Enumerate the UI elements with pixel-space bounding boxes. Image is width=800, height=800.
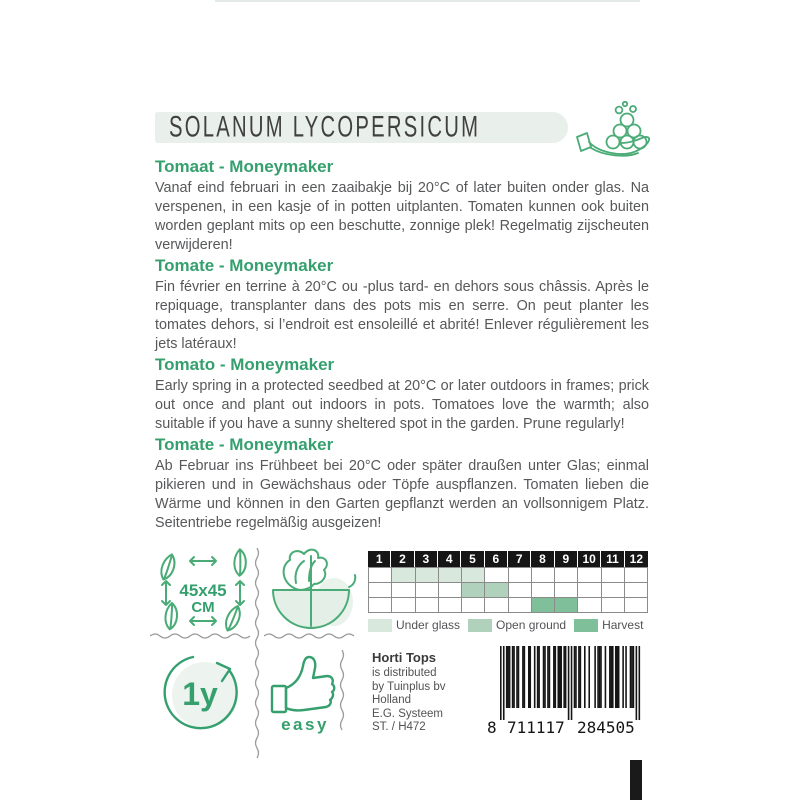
sowing-calendar [368,551,648,632]
calendar-cell [532,568,555,583]
month-cell: 4 [438,551,461,567]
calendar-cell [439,598,462,613]
barcode-bar [574,646,576,708]
distributor-line: Holland [372,694,411,707]
barcode-bar [553,646,555,708]
legend-label: Under glass [396,618,461,632]
distributor-info [372,650,488,735]
month-cell: 10 [578,551,601,567]
barcode-bar [547,646,549,708]
distributor-line: E.G. Systeem [372,707,443,720]
description-text-en: Early spring in a protected seedbed at 20°C or later outdoors in frames; prick out once and plant out indoors in pots. Tomatoes love the warmth; also suitable if you have a sunny sheltered spot in the garden. Prune regularly! [155,378,649,432]
barcode [486,646,644,738]
barcode-bar [534,646,536,708]
calendar-body [368,567,648,613]
calendar-row-harvest [368,598,648,613]
wavy-cut-line-left [150,630,254,640]
barcode-bar [563,646,565,708]
barcode-bar [568,646,570,720]
barcode-bar [500,646,502,720]
distributor-brand: Horti Tops [372,650,437,665]
month-cell: 5 [461,551,484,567]
calendar-row-open-ground [368,583,648,598]
description-fr [155,256,649,354]
calendar-cell [578,598,601,613]
variety-title-de: Tomate - Moneymaker [155,435,334,454]
species-name: SOLANUM LYCOPERSICUM [169,110,481,144]
calendar-cell [509,583,532,598]
packet-top-edge [215,0,640,2]
legend-swatch [368,619,392,632]
barcode-bar [612,646,614,708]
month-cell: 7 [508,551,531,567]
calendar-row-under-glass [368,568,648,583]
barcode-digit-group: 711117 [507,718,565,737]
wavy-cut-line-right [264,630,358,640]
legend-label: Open ground [496,618,567,632]
legend-item-open-ground [468,618,566,632]
plant-spacing-icon [150,548,256,634]
barcode-digit-group: 284505 [577,718,635,737]
calendar-cell [532,598,555,613]
hand-with-tomatoes-icon [574,98,652,160]
barcode-bar [537,646,539,708]
calendar-cell [509,568,532,583]
variety-title-en: Tomato - Moneymaker [155,355,335,374]
description-nl [155,157,649,255]
month-cell: 1 [368,551,391,567]
calendar-cell [369,568,392,583]
barcode-bar [631,646,633,708]
month-cell: 6 [485,551,508,567]
calendar-cell [625,568,648,583]
barcode-bar [594,646,596,708]
calendar-cell [392,568,415,583]
distributor-line: ST. / H472 [372,721,426,734]
calendar-month-header [368,551,648,567]
variety-title-nl: Tomaat - Moneymaker [155,157,334,176]
calendar-cell [416,568,439,583]
salad-bowl-icon [264,546,359,636]
calendar-cell [578,583,601,598]
difficulty-label: easy [281,715,329,734]
barcode-bar [559,646,561,708]
barcode-bar [516,646,518,708]
barcode-bar [538,646,540,708]
calendar-cell [416,583,439,598]
barcode-bar [509,646,511,708]
annual-cycle-icon [153,648,249,736]
barcode-bar [618,646,620,708]
barcode-bar [513,646,515,708]
barcode-bar [580,646,582,708]
month-cell: 9 [555,551,578,567]
legend-item-harvest [574,618,643,632]
barcode-bar [597,646,599,708]
description-de [155,435,649,533]
barcode-bar [633,646,635,708]
calendar-cell [555,598,578,613]
description-en [155,355,649,434]
calendar-cell [555,568,578,583]
barcode-bar [639,646,641,720]
legend-label: Harvest [602,618,644,632]
distributor-line: by Tuinplus bv [372,680,446,693]
legend-swatch [468,619,492,632]
barcode-bar [600,646,602,708]
variety-title-fr: Tomate - Moneymaker [155,256,334,275]
calendar-cell [392,598,415,613]
calendar-cell [439,568,462,583]
barcode-bar [565,646,567,708]
calendar-cell [602,583,625,598]
description-text-de: Ab Februar ins Frühbeet bei 20°C oder später draußen unter Glas; einmal pikieren und in Gewächshaus oder Töpfe auspflanzen. Tomaten lieben die Wärme und können in den Garten gepflanzt werden an vollsonnigem Platz. Seitentriebe regelmäßig ausgeizen! [155,458,649,531]
barcode-bar [524,646,526,708]
spacing-unit: CM [191,599,215,616]
calendar-cell [462,598,485,613]
print-registration-mark [630,760,642,800]
barcode-bar [512,646,514,708]
calendar-cell [602,568,625,583]
spacing-value: 45x45 [179,581,227,600]
barcode-bar [615,646,617,708]
barcode-bar [588,646,590,708]
barcode-bar [529,646,531,708]
barcode-bar [518,646,520,708]
calendar-cell [439,583,462,598]
description-text-nl: Vanaf eind februari in een zaaibakje bij 20°C of later buiten onder glas. Na verspenen, in een kasje of in potten uitplanten. Tomaten kunnen ook buiten worden geplant mits op een beschutte, zonnige plek! Regelmatig zijscheuten verwijderen! [155,180,649,253]
distributor-line: is distributed [372,667,437,679]
calendar-cell [369,583,392,598]
barcode-bar [560,646,562,708]
barcode-bar [630,646,632,708]
barcode-bar [575,646,577,708]
calendar-cell [532,583,555,598]
description-sections [155,157,649,534]
calendar-cell [555,583,578,598]
calendar-cell [625,598,648,613]
legend-swatch [574,619,598,632]
barcode-bar [605,646,607,708]
calendar-cell [485,568,508,583]
barcode-bar [609,646,611,708]
easy-thumbs-up-icon [270,650,340,734]
description-text-fr: Fin février en terrine à 20°C ou -plus tard- en dehors sous châssis. Après le repiquage, transplanter dans des pots mis en serre. On peut planter les tomates dehors, si l’endroit est ensoleillé et abrité! Enlever régulièrement les jets latéraux! [155,279,649,352]
distributor-lines [372,667,488,735]
barcode-bar [544,646,546,708]
barcode-bars [500,646,640,720]
calendar-cell [369,598,392,613]
barcode-bar [625,646,627,708]
calendar-cell [578,568,601,583]
barcode-bar [507,646,509,708]
barcode-digit-group: 8 [487,718,497,737]
calendar-cell [485,583,508,598]
calendar-cell [392,583,415,598]
barcode-bar [599,646,601,708]
barcode-bar [528,646,530,708]
month-cell: 2 [391,551,414,567]
month-cell: 3 [415,551,438,567]
calendar-cell [462,583,485,598]
barcode-bar [616,646,618,708]
month-cell: 11 [601,551,624,567]
barcode-bar [503,646,505,720]
barcode-bar [622,646,624,708]
barcode-bar [506,646,508,708]
month-cell: 12 [625,551,648,567]
barcode-bar [549,646,551,708]
barcode-bar [611,646,613,708]
legend-item-under-glass [368,618,460,632]
barcode-bar [557,646,559,708]
calendar-cell [416,598,439,613]
calendar-cell [485,598,508,613]
perforation-divider-vertical-2 [337,650,347,732]
cycle-label: 1y [182,676,218,712]
barcode-bar [571,646,573,720]
perforation-divider-vertical [252,548,262,760]
barcode-bar [578,646,580,708]
calendar-cell [602,598,625,613]
barcode-bar [543,646,545,708]
barcode-bar [584,646,586,708]
species-banner [155,112,568,143]
barcode-bar [555,646,557,708]
month-cell: 8 [531,551,554,567]
calendar-cell [509,598,532,613]
calendar-cell [462,568,485,583]
barcode-bar [636,646,638,720]
barcode-bar [522,646,524,708]
calendar-legend [368,618,648,632]
calendar-cell [625,583,648,598]
